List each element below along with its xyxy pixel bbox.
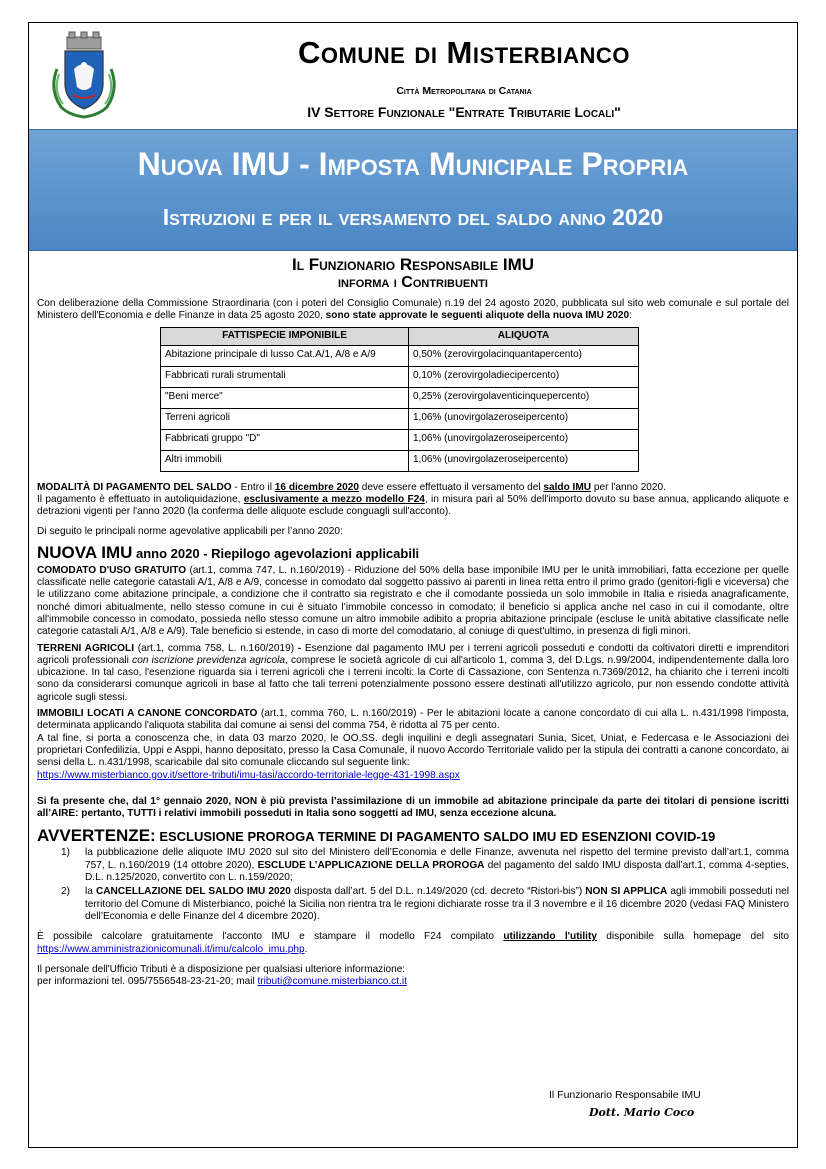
table-cell: Fabbricati gruppo "D" bbox=[161, 429, 409, 450]
calculator-paragraph: È possibile calcolare gratuitamente l'acconto IMU e stampare il modello F24 compilato utilizzando l'utility disponibile sulla homepage del sito https://www.amministrazionicomunali.it/imu/calcolo_imu.php. bbox=[37, 931, 789, 955]
main-content bbox=[37, 255, 789, 992]
benefits-heading: NUOVA IMU anno 2020 - Riepilogo agevolazioni applicabili bbox=[37, 542, 420, 562]
table-cell: 0,50% (zerovirgolacinquantapercento) bbox=[409, 345, 639, 366]
header bbox=[29, 23, 797, 129]
coat-of-arms-icon bbox=[49, 29, 119, 119]
table-cell: 0,25% (zerovirgolaventicinquepercento) bbox=[409, 387, 639, 408]
column-header: FATTISPECIE IMPONIBILE bbox=[161, 327, 409, 345]
table-row bbox=[161, 408, 639, 429]
metropolitan-city: Città Metropolitana di Catania bbox=[396, 85, 532, 97]
comodato-paragraph: COMODATO D'USO GRATUITO (art.1, comma 747, L. n.160/2019) - Riduzione del 50% della base imponibile IMU per le unità immobiliari, fatta eccezione per quelle classificate nelle categorie catastali A/1, A/8 e A/9, concesse in comodato dal soggetto passivo ai parenti in linea retta entro il primo grado (genitori-figli e viceversa) che le utilizzano come abitazione principale, a condizione che il contratto sia registrato e che il comodante possieda un solo immobile in Italia e risieda anagraficamente, nonché dimori abitualmente, nello stesso comune in cui è situato l’immobile concesso in comodato; il beneficio si applica anche nel caso in cui il comodante, oltre all'immobile concesso in comodato, possieda nello stesso comune un altro immobile adibito a propria abitazione principale (escluse le unità abitative classificate nelle categorie catastali A/1, A/8 e A/9). Tale beneficio si estende, in caso di morte del comodatario, al coniuge di quest'ultimo, in presenza di figli minori. bbox=[37, 564, 789, 638]
immobili-paragraph: IMMOBILI LOCATI A CANONE CONCORDATO (art.1, comma 760, L. n.160/2019) - Per le abitazioni locate a canone concordato di cui alla L. n.431/1998 l'imposta, determinata applicando l'aliquota stabilita dal comune ai sensi del comma 754, è ridotta al 75 per cento. A tal fine, si porta a conoscenza che, in data 03 marzo 2020, le OO.SS. degli inquilini e degli assegnatari Sunia, Sicet, Uniat, e Federcasa e le Associazioni dei proprietari Confedilizia, Uppi e Asppi, hanno depositato, presso la Casa Comunale, il nuovo Accordo Territoriale valido per la stipula dei contratti a canone concordato, ai sensi della L. n.431/1998, scaricabile dal sito comunale cliccando sul seguente link: https://www.misterbianco.gov.it/settore-tributi/imu-tasi/accordo-territoriale-legge-431-1998.aspx bbox=[37, 708, 789, 781]
table-cell: 0,10% (zerovirgoladiecipercento) bbox=[409, 366, 639, 387]
department-name: IV Settore Funzionale "Entrate Tributarie Locali" bbox=[307, 104, 621, 120]
municipality-title: Comune di Misterbianco bbox=[298, 35, 630, 70]
table-cell: 1,06% (unovirgolazeroseipercento) bbox=[409, 429, 639, 450]
table-cell: Fabbricati rurali strumentali bbox=[161, 366, 409, 387]
aire-notice: Si fa presente che, dal 1° gennaio 2020, NON è più prevista l’assimilazione di un immobile ad abitazione principale da parte dei titolari di pensione iscritti all’AIRE: pertanto, TUTTI i relativi immobili posseduti in Italia sono soggetti ad IMU, senza eccezione alcuna. bbox=[37, 795, 789, 820]
intro-paragraph: Con deliberazione della Commissione Straordinaria (con i poteri del Consiglio Comunale) n.19 del 24 agosto 2020, pubblicata sul sito web comunale e sul portale del Ministero dell'Economia e delle Finanze in data 25 agosto 2020, sono state approvate le seguenti aliquote della nuova IMU 2020: bbox=[37, 298, 789, 322]
warnings-heading: AVVERTENZE: ESCLUSIONE PROROGA TERMINE DI PAGAMENTO SALDO IMU ED ESENZIONI COVID-19 bbox=[37, 826, 716, 846]
section-heading: Il Funzionario Responsabile IMU bbox=[291, 255, 535, 274]
list-item: 1) la pubblicazione delle aliquote IMU 2020 sul sito del Ministero dell’Economia e delle Finanze, avvenuta nel rispetto del termine previsto dall’art.1, comma 757, L. n.160/2019 (14 ottobre 2020), ESCLUDE L’APPLICAZIONE DELLA PROROGA del pagamento del saldo IMU disposta dall’art.1, comma 4-septies, D.L. n.125/2020, convertito con L. n.159/2020; bbox=[61, 847, 789, 884]
table-header-row bbox=[161, 327, 639, 345]
table-row bbox=[161, 345, 639, 366]
table-cell: 1,06% (unovirgolazeroseipercento) bbox=[409, 450, 639, 471]
section-subheading: informa i Contribuenti bbox=[338, 274, 488, 291]
payment-paragraph: MODALITÀ DI PAGAMENTO DEL SALDO - Entro il 16 dicembre 2020 deve essere effettuato il versamento del saldo IMU per l'anno 2020. Il pagamento è effettuato in autoliquidazione, esclusivamente a mezzo modello F24, in misura pari al 50% dell'importo dovuto su base annua, applicando aliquote e detrazioni vigenti per l'anno 2020 (la conferma delle aliquote esclude conguagli sull'acconto). bbox=[37, 481, 789, 518]
list-item: 2) la CANCELLAZIONE DEL SALDO IMU 2020 disposta dall’art. 5 del D.L. n.149/2020 (cd. decreto “Ristori-bis”) NON SI APPLICA agli immobili posseduti nel territorio del Comune di Misterbianco, poiché la Sicilia non rientra tra le regioni dichiarate rosse tra il 3 novembre e il 16 dicembre 2020 (vedasi FAQ Ministero dell’Economia e delle Finanze del 4 dicembre 2020). bbox=[61, 886, 789, 922]
column-header: ALIQUOTA bbox=[409, 327, 639, 345]
terreni-paragraph: TERRENI AGRICOLI (art.1, comma 758, L. n.160/2019) - Esenzione dal pagamento IMU per i terreni agricoli posseduti e condotti da coltivatori diretti e imprenditori agricoli professionali con iscrizione previdenza agricola, comprese le società agricole di cui all'articolo 1, comma 3, del D.Lgs. n.99/2004, indipendentemente dalla loro ubicazione. In tal caso, l'esenzione riguarda sia i terreni agricoli che i terreni incolti: la Corte di Cassazione, con Sentenza n.7369/2012, ha chiarito che i terreni incolti sono da considerarsi comunque agricoli in base al fatto che tali terreni potenzialmente possono essere destinati all'utilizzo agricolo, pur non essendo condotte attività agricole sugli stessi. bbox=[37, 642, 790, 703]
table-row bbox=[161, 429, 639, 450]
table-row bbox=[161, 387, 639, 408]
calculator-link[interactable]: https://www.amministrazionicomunali.it/imu/calcolo_imu.php bbox=[37, 943, 305, 955]
table-cell: Terreni agricoli bbox=[161, 408, 409, 429]
email-link[interactable]: tributi@comune.misterbianco.ct.it bbox=[257, 976, 407, 988]
document-page bbox=[28, 22, 798, 1148]
table-cell: "Beni merce" bbox=[161, 387, 409, 408]
title-banner bbox=[29, 129, 797, 251]
intro-benefits: Di seguito le principali norme agevolative applicabili per l’anno 2020: bbox=[37, 526, 343, 538]
table-cell: 1,06% (unovirgolazeroseipercento) bbox=[409, 408, 639, 429]
banner-title: Nuova IMU - Imposta Municipale Propria bbox=[137, 146, 689, 182]
accordo-link[interactable]: https://www.misterbianco.gov.it/settore-tributi/imu-tasi/accordo-territoriale-legge-431-1998.aspx bbox=[37, 769, 460, 781]
contact-paragraph: Il personale dell'Ufficio Tributi è a disposizione per qualsiasi ulteriore informazione: per informazioni tel. 095/7556548-23-21-20; mail tributi@comune.misterbianco.ct.it bbox=[37, 963, 407, 988]
rates-table bbox=[160, 327, 639, 472]
table-cell: Altri immobili bbox=[161, 450, 409, 471]
table-row bbox=[161, 450, 639, 471]
signature-name: Dott. Mario Coco bbox=[589, 1106, 695, 1119]
signature-role: Il Funzionario Responsabile IMU bbox=[549, 1089, 701, 1101]
table-cell: Abitazione principale di lusso Cat.A/1, A/8 e A/9 bbox=[161, 345, 409, 366]
warnings-list bbox=[37, 847, 789, 923]
banner-subtitle: Istruzioni e per il versamento del saldo anno 2020 bbox=[162, 204, 664, 230]
table-row bbox=[161, 366, 639, 387]
